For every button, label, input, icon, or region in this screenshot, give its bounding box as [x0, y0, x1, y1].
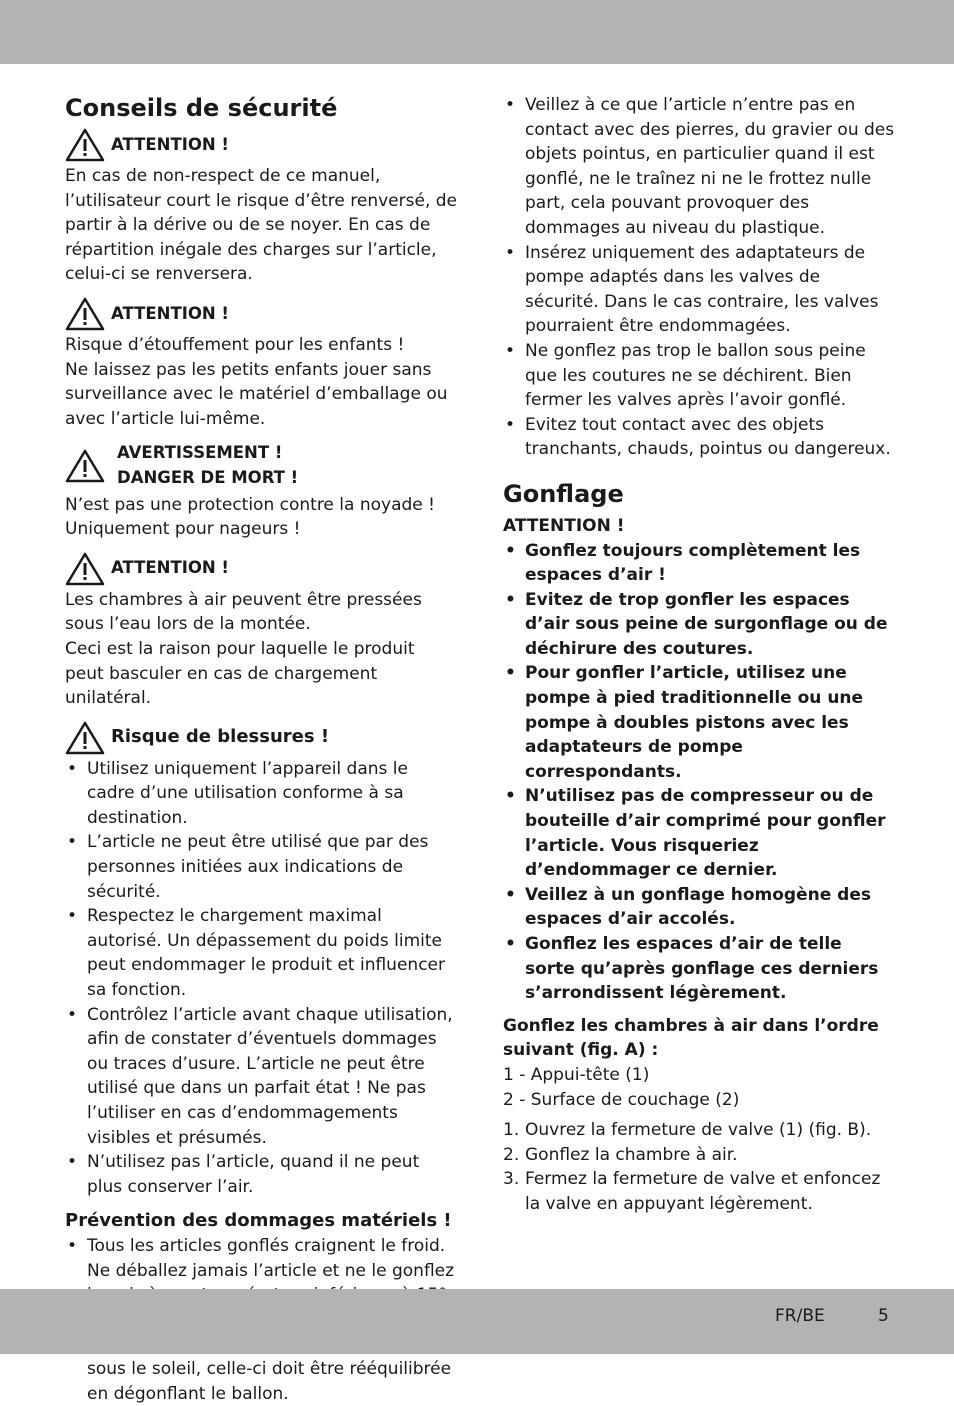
- warning-triangle-icon: [65, 128, 105, 162]
- list-item: • Gonflez les espaces d’air de telle sorte qu’après gonflage ces derniers s’arrondissent légèrement.: [503, 932, 895, 1006]
- list-item: • Veillez à un gonflage homogène des espaces d’air accolés.: [503, 883, 895, 932]
- warning-2: [65, 297, 457, 331]
- warning-2-line: Risque d’étouffement pour les enfants !: [65, 334, 405, 355]
- step-text: Fermez la fermeture de valve et enfoncez la valve en appuyant légèrement.: [525, 1169, 881, 1214]
- list-item: • Evitez tout contact avec des objets tranchants, chauds, pointus ou dangereux.: [503, 413, 895, 462]
- list-item: • Veillez à ce que l’article n’entre pas en contact avec des pierres, du gravier ou des objets pointus, en particulier quand il est gonflé, ne le traînez ni ne le frottez nulle part, cela pouvant provoquer des dommages au niveau du plastique.: [503, 93, 895, 241]
- steps-list: [503, 1118, 895, 1216]
- warning-4-line: Les chambres à air peuvent être pressées sous l’eau lors de la montée.: [65, 589, 422, 635]
- order-item: 2 - Surface de couchage (2): [503, 1089, 740, 1110]
- warning-4-line: Ceci est la raison pour laquelle le produit peut basculer en cas de chargement unilatéral.: [65, 638, 415, 709]
- step-item: [503, 1143, 895, 1168]
- step-number: 1.: [503, 1120, 520, 1141]
- step-text: Ouvrez la fermeture de valve (1) (fig. B).: [525, 1120, 872, 1141]
- order-label: Gonflez les chambres à air dans l’ordre suivant (fig. A) :: [503, 1015, 879, 1061]
- warning-3: [65, 441, 457, 490]
- injury-list: [65, 757, 457, 1200]
- warning-triangle-icon: [65, 449, 105, 483]
- warning-2-line: Ne laissez pas les petits enfants jouer sans surveillance avec le matériel d’emballage ou avec l’article lui-même.: [65, 359, 448, 429]
- damage-list: [503, 93, 895, 462]
- list-item: • N’utilisez pas l’article, quand il ne peut plus conserver l’air.: [65, 1150, 457, 1199]
- warning-1-label: ATTENTION !: [111, 134, 229, 154]
- step-number: 2.: [503, 1144, 520, 1165]
- step-item: [503, 1167, 895, 1216]
- list-item: • Tous les articles gonflés craignent le froid. Ne déballez jamais l’article et ne le gonflez: [65, 1234, 457, 1332]
- list-item: • Gonflez toujours complètement les espaces d’air !: [503, 539, 895, 588]
- list-item: • Insérez uniquement des adaptateurs de pompe adaptés dans les valves de sécurité. Dans le cas contraire, les valves pourraient être endommagées.: [503, 241, 895, 339]
- warning-triangle-icon: [65, 297, 105, 331]
- step-text: Gonflez la chambre à air.: [525, 1144, 738, 1165]
- list-item: • Evitez de trop gonfler les espaces d’air sous peine de surgonflage ou de déchirure des coutures.: [503, 588, 895, 662]
- step-item: [503, 1118, 895, 1143]
- injury-label: Risque de blessures !: [111, 726, 330, 748]
- warning-3-label: AVERTISSEMENT !: [117, 443, 283, 463]
- injury-warning: [65, 721, 457, 755]
- list-item: • Contrôlez l’article avant chaque utilisation, afin de constater d’éventuels dommages ou traces d’usure. L’article ne peut être utilisé que dans un parfait état ! Ne pas l’utiliser en cas d’endommagements visibles et présumés.: [65, 1003, 457, 1151]
- header-bar: [0, 0, 954, 64]
- order-item: 1 - Appui-tête (1): [503, 1064, 650, 1085]
- list-item: • sous le soleil, celle-ci doit être rééquilibrée en dégonflant le ballon.: [65, 1332, 457, 1406]
- footer-language: FR/BE: [775, 1306, 825, 1326]
- left-column: [65, 92, 457, 1406]
- warning-1-text: En cas de non-respect de ce manuel, l’utilisateur court le risque d’être renversé, de partir à la dérive ou de se noyer. En cas de répartition inégale des charges sur l’article, celui-ci se renversera.: [65, 166, 457, 285]
- warning-triangle-icon: [65, 721, 105, 755]
- step-number: 3.: [503, 1169, 520, 1190]
- list-item: • L’article ne peut être utilisé que par des personnes initiées aux indications de sécurité.: [65, 830, 457, 904]
- prevention-heading: Prévention des dommages matériels !: [65, 1210, 452, 1232]
- warning-1: [65, 128, 457, 162]
- warning-3-line: Uniquement pour nageurs !: [65, 519, 301, 540]
- warning-3-label: DANGER DE MORT !: [117, 467, 299, 487]
- list-item: • Utilisez uniquement l’appareil dans le cadre d’une utilisation conforme à sa destination.: [65, 757, 457, 831]
- list-item: • Ne gonflez pas trop le ballon sous peine que les coutures ne se déchirent. Bien fermer les valves après l’avoir gonflé.: [503, 339, 895, 413]
- warning-4: [65, 552, 457, 586]
- warning-4-label: ATTENTION !: [111, 558, 229, 578]
- warning-triangle-icon: [65, 552, 105, 586]
- list-item: • Respectez le chargement maximal autorisé. Un dépassement du poids limite peut endommager le produit et influencer sa fonction.: [65, 904, 457, 1002]
- safety-title: Conseils de sécurité: [65, 94, 338, 122]
- list-item: • Pour gonfler l’article, utilisez une pompe à pied traditionnelle ou une pompe à doubles pistons avec les adaptateurs de pompe correspondants.: [503, 661, 895, 784]
- inflation-title: Gonflage: [503, 479, 624, 508]
- list-item: • N’utilisez pas de compresseur ou de bouteille d’air comprimé pour gonfler l’article. Vous risqueriez d’endommager ce dernier.: [503, 784, 895, 882]
- page-number: 5: [878, 1306, 889, 1326]
- inflation-attention: ATTENTION !: [503, 515, 625, 536]
- right-column: [503, 93, 895, 1217]
- warning-3-line: N’est pas une protection contre la noyade !: [65, 494, 435, 515]
- warning-2-label: ATTENTION !: [111, 303, 229, 323]
- inflation-list: [503, 539, 895, 1006]
